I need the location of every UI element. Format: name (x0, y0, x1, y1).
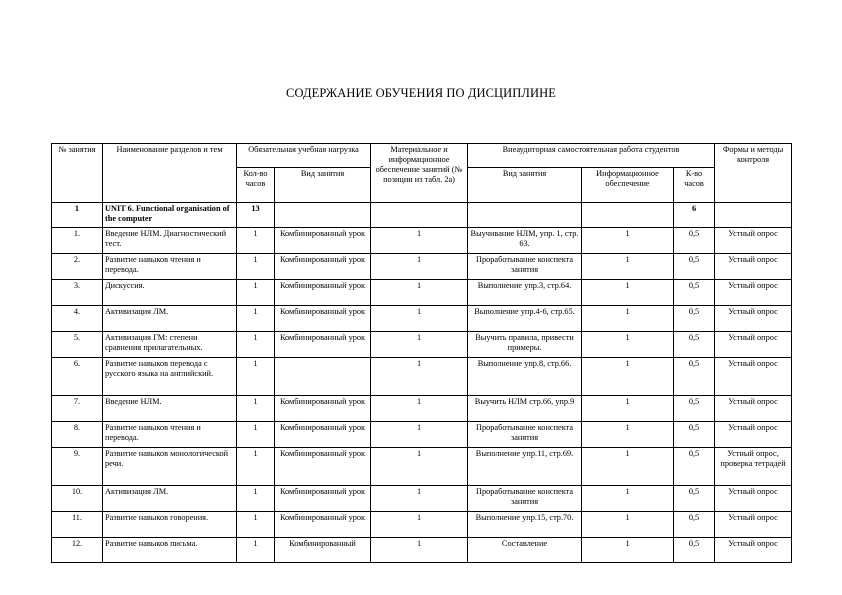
table-row (52, 486, 792, 512)
row-type: Комбинированный урок (275, 486, 371, 512)
row-extra-info: 1 (582, 358, 674, 396)
row-name: Активизация ЛМ. (103, 486, 237, 512)
row-extra-type: Выучить правила, привести примеры. (468, 332, 582, 358)
row-extra-type: Выполнение упр.8, стр.66. (468, 358, 582, 396)
row-material: 1 (371, 280, 468, 306)
unit-name: UNIT 6. Functional organisation of the computer (103, 203, 237, 228)
row-type (275, 358, 371, 396)
row-type: Комбинированный (275, 538, 371, 563)
row-num: 1. (52, 228, 103, 254)
row-extra-info: 1 (582, 280, 674, 306)
row-name: Развитие навыков монологической речи. (103, 448, 237, 486)
unit-extra-type (468, 203, 582, 228)
table-row (52, 228, 792, 254)
header-name: Наименование разделов и тем (103, 144, 237, 203)
row-control: Устный опрос, проверка тетрадей (715, 448, 792, 486)
row-control: Устный опрос (715, 396, 792, 422)
header-extra-hours: К-во часов (674, 168, 715, 203)
row-control: Устный опрос (715, 228, 792, 254)
row-name: Активизация ЛМ. (103, 306, 237, 332)
header-mandatory-type: Вид занятия (275, 168, 371, 203)
row-extra-hours: 0,5 (674, 332, 715, 358)
row-name: Развитие навыков чтения и перевода. (103, 254, 237, 280)
row-type: Комбинированный урок (275, 306, 371, 332)
unit-num: 1 (52, 203, 103, 228)
row-material: 1 (371, 332, 468, 358)
row-material: 1 (371, 396, 468, 422)
header-num: № занятия (52, 144, 103, 203)
row-extra-hours: 0,5 (674, 280, 715, 306)
row-type: Комбинированный урок (275, 280, 371, 306)
header-material: Материальное и информационное обеспечение занятий (№ позиции из табл. 2а) (371, 144, 468, 203)
row-hours: 1 (237, 448, 275, 486)
row-extra-type: Проработывание конспекта занятия (468, 254, 582, 280)
row-extra-hours: 0,5 (674, 448, 715, 486)
row-extra-type: Выполнение упр.3, стр.64. (468, 280, 582, 306)
row-control: Устный опрос (715, 254, 792, 280)
table-header-row (52, 144, 792, 168)
row-control: Устный опрос (715, 280, 792, 306)
row-name: Введение НЛМ. Диагностический тест. (103, 228, 237, 254)
row-hours: 1 (237, 280, 275, 306)
row-name: Развитие навыков говорения. (103, 512, 237, 538)
unit-type (275, 203, 371, 228)
row-num: 2. (52, 254, 103, 280)
unit-control (715, 203, 792, 228)
header-control: Формы и методы контроля (715, 144, 792, 203)
row-hours: 1 (237, 486, 275, 512)
header-mandatory-hours: Кол-во часов (237, 168, 275, 203)
row-control: Устный опрос (715, 358, 792, 396)
row-extra-type: Выполнение упр.4-6, стр.65. (468, 306, 582, 332)
row-num: 7. (52, 396, 103, 422)
row-material: 1 (371, 448, 468, 486)
row-material: 1 (371, 358, 468, 396)
row-num: 8. (52, 422, 103, 448)
row-name: Активизация ГМ: степени сравнения прилагательных. (103, 332, 237, 358)
header-mandatory: Обязательная учебная нагрузка (237, 144, 371, 168)
row-type: Комбинированный урок (275, 396, 371, 422)
row-extra-info: 1 (582, 254, 674, 280)
row-num: 5. (52, 332, 103, 358)
row-extra-info: 1 (582, 396, 674, 422)
row-name: Дискуссия. (103, 280, 237, 306)
header-extra-info: Информационное обеспечение (582, 168, 674, 203)
row-hours: 1 (237, 332, 275, 358)
row-extra-hours: 0,5 (674, 254, 715, 280)
row-extra-info: 1 (582, 228, 674, 254)
row-num: 12. (52, 538, 103, 563)
row-extra-hours: 0,5 (674, 538, 715, 563)
row-control: Устный опрос (715, 306, 792, 332)
row-extra-info: 1 (582, 486, 674, 512)
row-hours: 1 (237, 228, 275, 254)
row-type: Комбинированный урок (275, 448, 371, 486)
row-extra-info: 1 (582, 306, 674, 332)
row-material: 1 (371, 486, 468, 512)
row-extra-type: Составление (468, 538, 582, 563)
row-extra-hours: 0,5 (674, 396, 715, 422)
row-extra-hours: 0,5 (674, 512, 715, 538)
row-name: Развитие навыков перевода с русского языка на английский. (103, 358, 237, 396)
row-hours: 1 (237, 538, 275, 563)
table-row (52, 358, 792, 396)
row-name: Развитие навыков чтения и перевода. (103, 422, 237, 448)
row-hours: 1 (237, 422, 275, 448)
row-num: 4. (52, 306, 103, 332)
row-extra-info: 1 (582, 332, 674, 358)
row-extra-info: 1 (582, 422, 674, 448)
unit-hours: 13 (237, 203, 275, 228)
row-type: Комбинированный урок (275, 228, 371, 254)
row-type: Комбинированный урок (275, 422, 371, 448)
table-row (52, 422, 792, 448)
unit-material (371, 203, 468, 228)
row-control: Устный опрос (715, 538, 792, 563)
row-type: Комбинированный урок (275, 254, 371, 280)
row-name: Развитие навыков письма. (103, 538, 237, 563)
table-row (52, 254, 792, 280)
row-material: 1 (371, 254, 468, 280)
row-hours: 1 (237, 306, 275, 332)
table-row (52, 512, 792, 538)
row-extra-type: Выполнение упр.15, стр.70. (468, 512, 582, 538)
row-type: Комбинированный урок (275, 512, 371, 538)
header-extra-type: Вид занятия (468, 168, 582, 203)
row-extra-hours: 0,5 (674, 228, 715, 254)
row-extra-hours: 0,5 (674, 358, 715, 396)
row-extra-type: Выучивание НЛМ, упр. 1, стр. 63. (468, 228, 582, 254)
row-hours: 1 (237, 254, 275, 280)
row-num: 3. (52, 280, 103, 306)
row-name: Введение НЛМ. (103, 396, 237, 422)
table-row (52, 396, 792, 422)
row-extra-type: Выполнение упр.11, стр.69. (468, 448, 582, 486)
row-extra-type: Проработывание конспекта занятия (468, 422, 582, 448)
table-row (52, 306, 792, 332)
unit-extra-info (582, 203, 674, 228)
row-extra-info: 1 (582, 512, 674, 538)
row-extra-hours: 0,5 (674, 486, 715, 512)
row-num: 10. (52, 486, 103, 512)
row-extra-hours: 0,5 (674, 306, 715, 332)
unit-extra-hours: 6 (674, 203, 715, 228)
row-extra-info: 1 (582, 538, 674, 563)
row-type: Комбинированный урок (275, 332, 371, 358)
row-material: 1 (371, 306, 468, 332)
page-title: СОДЕРЖАНИЕ ОБУЧЕНИЯ ПО ДИСЦИПЛИНЕ (286, 86, 556, 100)
row-hours: 1 (237, 358, 275, 396)
table-row (52, 332, 792, 358)
row-extra-type: Выучить НЛМ стр.66, упр.9 (468, 396, 582, 422)
row-extra-hours: 0,5 (674, 422, 715, 448)
row-material: 1 (371, 538, 468, 563)
curriculum-table (51, 143, 792, 563)
header-extracurricular: Внеаудиторная самостоятельная работа студентов (468, 144, 715, 168)
row-material: 1 (371, 228, 468, 254)
row-extra-type: Проработывание конспекта занятия (468, 486, 582, 512)
table-row (52, 280, 792, 306)
row-hours: 1 (237, 396, 275, 422)
row-hours: 1 (237, 512, 275, 538)
table-row (52, 448, 792, 486)
table-row (52, 538, 792, 563)
row-material: 1 (371, 422, 468, 448)
row-num: 6. (52, 358, 103, 396)
row-control: Устный опрос (715, 332, 792, 358)
row-control: Устный опрос (715, 486, 792, 512)
unit-row (52, 203, 792, 228)
row-material: 1 (371, 512, 468, 538)
row-control: Устный опрос (715, 422, 792, 448)
row-control: Устный опрос (715, 512, 792, 538)
row-num: 11. (52, 512, 103, 538)
row-num: 9. (52, 448, 103, 486)
row-extra-info: 1 (582, 448, 674, 486)
